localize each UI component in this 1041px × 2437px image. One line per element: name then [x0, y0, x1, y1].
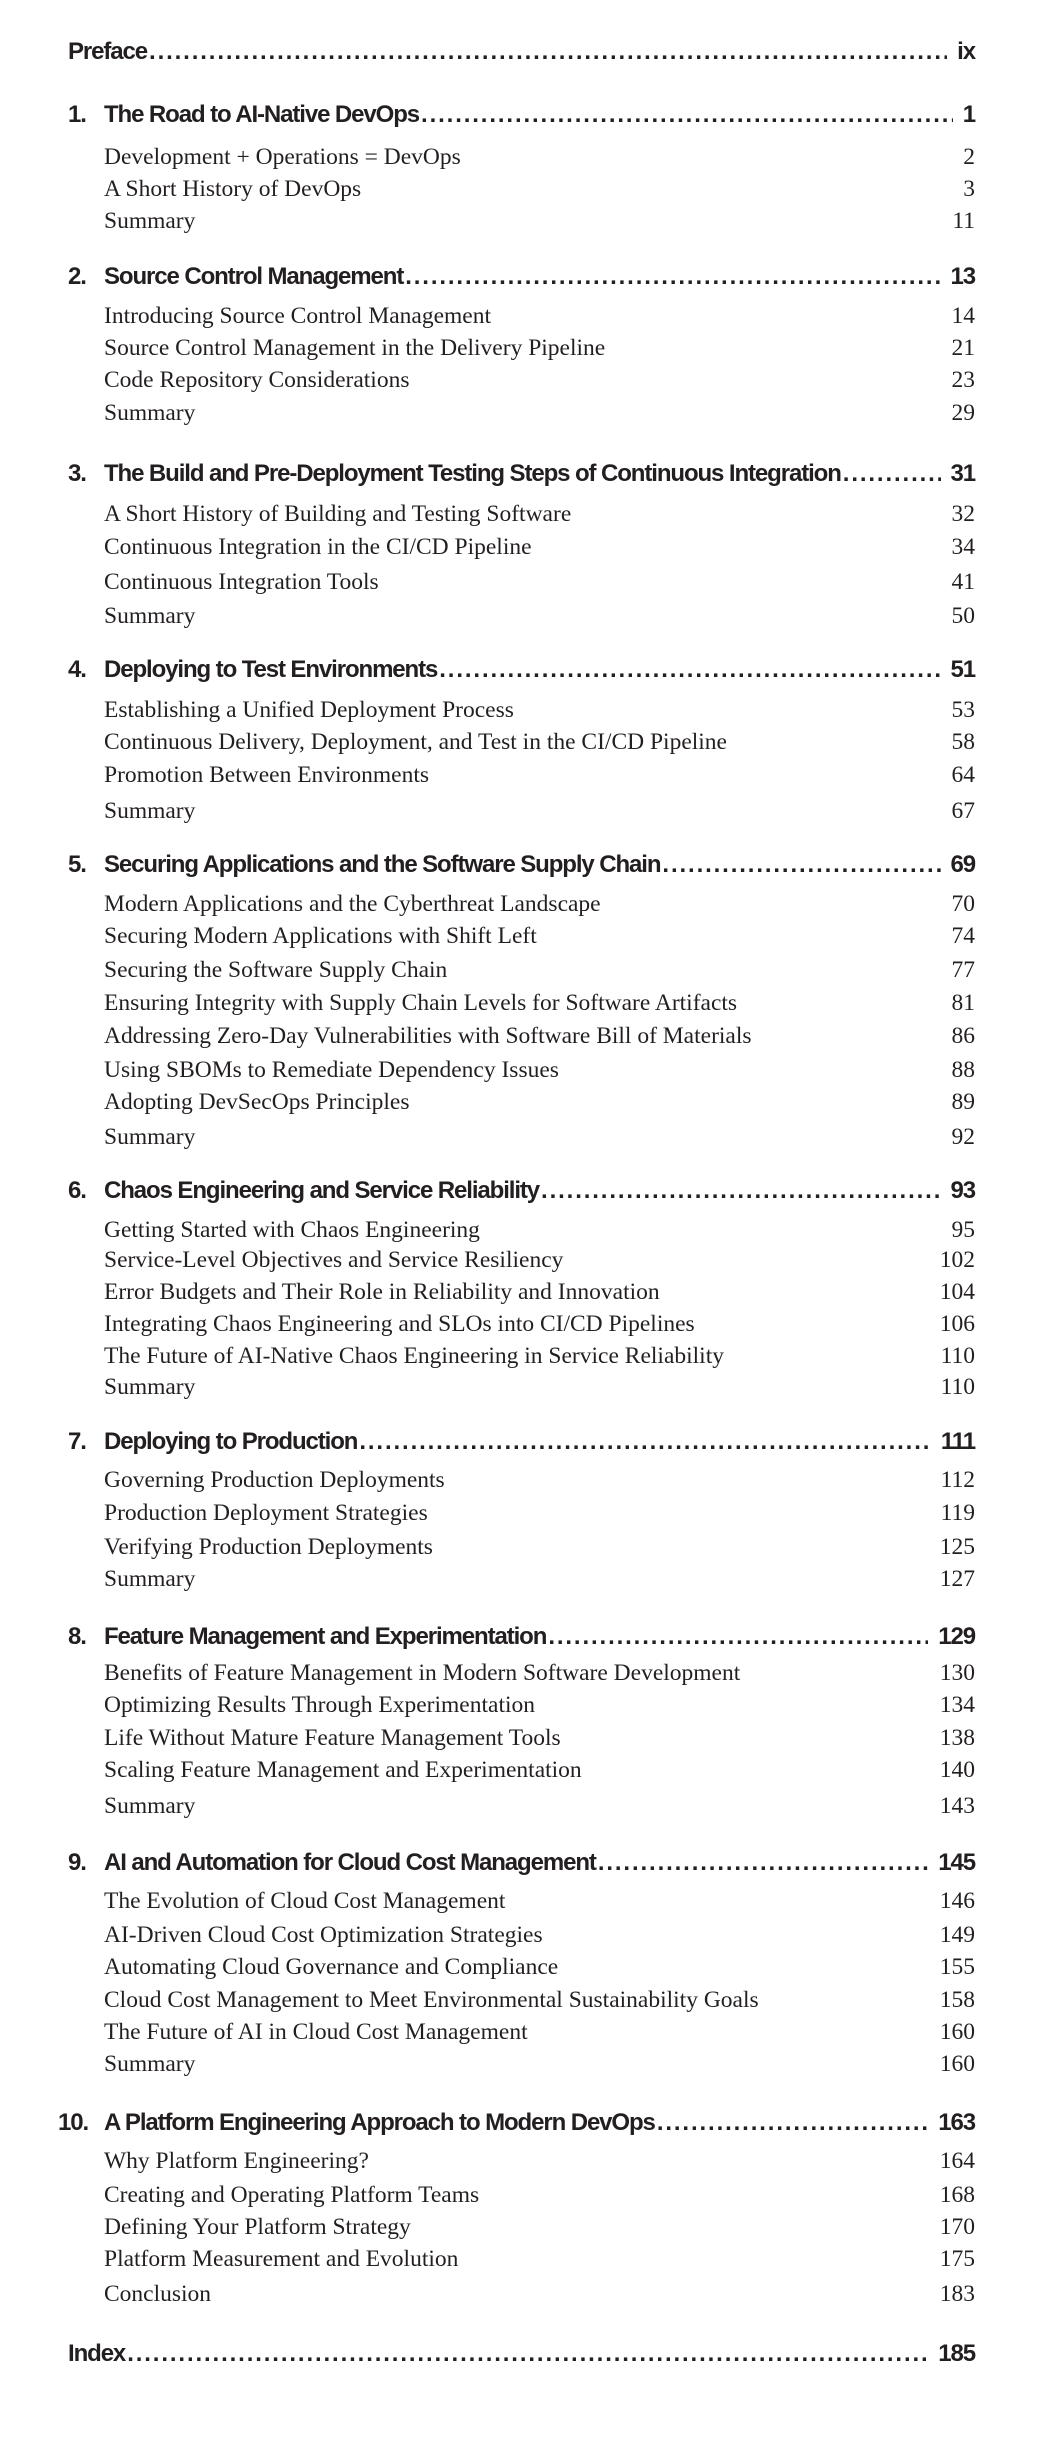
section-title[interactable]: Verifying Production Deployments — [104, 1534, 433, 1560]
entry-page-number[interactable]: 163 — [938, 2109, 975, 2136]
section-entry[interactable] — [0, 2182, 1041, 2212]
section-title[interactable]: A Short History of Building and Testing Software — [104, 501, 572, 527]
section-entry[interactable] — [0, 1725, 1041, 1755]
section-page-number[interactable]: 149 — [939, 1922, 975, 1948]
section-title[interactable]: Summary — [104, 208, 196, 234]
section-title[interactable]: Summary — [104, 400, 196, 426]
entry-title[interactable]: Feature Management and Experimentation — [104, 1623, 547, 1650]
section-entry[interactable] — [0, 1888, 1041, 1918]
section-title[interactable]: Summary — [104, 798, 196, 824]
section-title[interactable]: Scaling Feature Management and Experimentation — [104, 1757, 582, 1783]
section-page-number[interactable]: 14 — [951, 303, 975, 329]
chapter-number: 8. — [68, 1623, 86, 1650]
section-entry[interactable] — [0, 1534, 1041, 1564]
section-entry[interactable] — [0, 335, 1041, 365]
chapter-number: 10. — [58, 2109, 89, 2136]
section-entry[interactable] — [0, 798, 1041, 828]
section-title[interactable]: Cloud Cost Management to Meet Environmental Sustainability Goals — [104, 1987, 759, 2013]
section-title[interactable]: Production Deployment Strategies — [104, 1500, 428, 1526]
section-entry[interactable] — [0, 1279, 1041, 1309]
section-page-number[interactable]: 23 — [951, 367, 975, 393]
section-title[interactable]: Source Control Management in the Delivery Pipeline — [104, 335, 606, 361]
section-title[interactable]: Modern Applications and the Cyberthreat Landscape — [104, 891, 601, 917]
section-title[interactable]: A Short History of DevOps — [104, 176, 362, 202]
chapter-9-entry[interactable] — [0, 1849, 1041, 1883]
section-page-number[interactable]: 34 — [951, 534, 975, 560]
section-entry[interactable] — [0, 1500, 1041, 1530]
section-page-number[interactable]: 88 — [951, 1057, 975, 1083]
entry-page-number[interactable]: 31 — [950, 460, 975, 487]
section-title[interactable]: Conclusion — [104, 2281, 212, 2307]
section-page-number[interactable]: 67 — [951, 798, 975, 824]
section-title[interactable]: Optimizing Results Through Experimentation — [104, 1692, 535, 1718]
section-page-number[interactable]: 106 — [939, 1311, 975, 1337]
entry-title[interactable]: AI and Automation for Cloud Cost Management — [104, 1849, 596, 1876]
entry-title[interactable]: Source Control Management — [104, 263, 404, 290]
section-entry[interactable] — [0, 367, 1041, 397]
entry-title[interactable]: The Road to AI-Native DevOps — [104, 101, 420, 128]
section-page-number[interactable]: 86 — [951, 1023, 975, 1049]
section-title[interactable]: Creating and Operating Platform Teams — [104, 2182, 480, 2208]
chapter-number: 4. — [68, 656, 86, 683]
section-page-number[interactable]: 138 — [939, 1725, 975, 1751]
section-entry[interactable] — [0, 2281, 1041, 2311]
chapter-7-entry[interactable] — [0, 1428, 1041, 1462]
entry-page-number[interactable]: 185 — [938, 2340, 975, 2367]
entry-page-number[interactable]: 51 — [950, 656, 975, 683]
section-page-number[interactable]: 112 — [940, 1467, 975, 1493]
section-page-number[interactable]: 170 — [939, 2214, 975, 2240]
section-entry[interactable] — [0, 2019, 1041, 2049]
section-entry[interactable] — [0, 1023, 1041, 1053]
entry-page-number[interactable]: ix — [957, 38, 975, 65]
chapter-number: 3. — [68, 460, 86, 487]
section-title[interactable]: Summary — [104, 603, 196, 629]
section-page-number[interactable]: 160 — [939, 2051, 975, 2077]
section-page-number[interactable]: 134 — [939, 1692, 975, 1718]
entry-title[interactable]: Deploying to Production — [104, 1428, 358, 1455]
dot-leader — [841, 460, 941, 488]
section-page-number[interactable]: 89 — [951, 1089, 975, 1115]
entry-title[interactable]: Preface — [68, 38, 148, 65]
section-page-number[interactable]: 158 — [939, 1987, 975, 2013]
section-entry[interactable] — [0, 2214, 1041, 2244]
section-title[interactable]: Summary — [104, 1124, 196, 1150]
chapter-number: 5. — [68, 851, 86, 878]
entry-page-number[interactable]: 13 — [950, 263, 975, 290]
section-page-number[interactable]: 164 — [939, 2148, 975, 2174]
section-entry[interactable] — [0, 2051, 1041, 2081]
section-page-number[interactable]: 95 — [951, 1217, 975, 1243]
chapter-2-entry[interactable] — [0, 263, 1041, 297]
section-entry[interactable] — [0, 2148, 1041, 2178]
section-page-number[interactable]: 21 — [951, 335, 975, 361]
section-entry[interactable] — [0, 1793, 1041, 1823]
section-title[interactable]: Continuous Delivery, Deployment, and Test in the CI/CD Pipeline — [104, 729, 727, 755]
chapter-4-entry[interactable] — [0, 656, 1041, 690]
section-entry[interactable] — [0, 400, 1041, 430]
section-entry[interactable] — [0, 1374, 1041, 1404]
index-entry[interactable] — [0, 2340, 1041, 2374]
section-page-number[interactable]: 168 — [939, 2182, 975, 2208]
dot-leader — [437, 656, 940, 684]
chapter-6-entry[interactable] — [0, 1177, 1041, 1211]
entry-page-number[interactable]: 1 — [962, 101, 975, 128]
entry-page-number[interactable]: 111 — [940, 1428, 975, 1455]
section-page-number[interactable]: 125 — [939, 1534, 975, 1560]
section-title[interactable]: Automating Cloud Governance and Compliance — [104, 1954, 559, 1980]
section-entry[interactable] — [0, 1954, 1041, 1984]
section-page-number[interactable]: 140 — [939, 1757, 975, 1783]
section-title[interactable]: Development + Operations = DevOps — [104, 144, 461, 170]
section-entry[interactable] — [0, 1311, 1041, 1341]
section-title[interactable]: Getting Started with Chaos Engineering — [104, 1217, 480, 1243]
section-title[interactable]: Securing the Software Supply Chain — [104, 957, 448, 983]
section-title[interactable]: AI-Driven Cloud Cost Optimization Strategies — [104, 1922, 543, 1948]
section-page-number[interactable]: 110 — [940, 1343, 975, 1369]
section-page-number[interactable]: 77 — [951, 957, 975, 983]
section-page-number[interactable]: 146 — [939, 1888, 975, 1914]
dot-leader — [660, 851, 940, 879]
section-page-number[interactable]: 160 — [939, 2019, 975, 2045]
section-entry[interactable] — [0, 1660, 1041, 1690]
section-entry[interactable] — [0, 1343, 1041, 1373]
chapter-number: 7. — [68, 1428, 86, 1455]
section-title[interactable]: The Future of AI-Native Chaos Engineering in Service Reliability — [104, 1343, 724, 1369]
entry-title[interactable]: Securing Applications and the Software Supply Chain — [104, 851, 661, 878]
section-title[interactable]: Governing Production Deployments — [104, 1467, 445, 1493]
section-entry[interactable] — [0, 1247, 1041, 1277]
section-entry[interactable] — [0, 176, 1041, 206]
section-title[interactable]: The Evolution of Cloud Cost Management — [104, 1888, 506, 1914]
section-title[interactable]: Securing Modern Applications with Shift Left — [104, 923, 537, 949]
dot-leader — [419, 101, 953, 129]
entry-title[interactable]: Deploying to Test Environments — [104, 656, 438, 683]
section-page-number[interactable]: 104 — [939, 1279, 975, 1305]
dot-leader — [147, 38, 947, 66]
section-entry[interactable] — [0, 1467, 1041, 1497]
section-page-number[interactable]: 110 — [940, 1374, 975, 1400]
section-entry[interactable] — [0, 1217, 1041, 1247]
entry-page-number[interactable]: 145 — [938, 1849, 975, 1876]
chapter-10-entry[interactable] — [0, 2109, 1041, 2143]
entry-title[interactable]: Index — [68, 2340, 126, 2367]
chapter-1-entry[interactable] — [0, 101, 1041, 135]
chapter-5-entry[interactable] — [0, 851, 1041, 885]
section-title[interactable]: Addressing Zero-Day Vulnerabilities with Software Bill of Materials — [104, 1023, 752, 1049]
section-entry[interactable] — [0, 1692, 1041, 1722]
section-entry[interactable] — [0, 1757, 1041, 1787]
section-page-number[interactable]: 74 — [951, 923, 975, 949]
chapter-number: 2. — [68, 263, 86, 290]
dot-leader — [125, 2340, 928, 2368]
section-entry[interactable] — [0, 762, 1041, 792]
section-title[interactable]: Why Platform Engineering? — [104, 2148, 369, 2174]
section-entry[interactable] — [0, 957, 1041, 987]
section-entry[interactable] — [0, 1566, 1041, 1596]
section-entry[interactable] — [0, 1089, 1041, 1119]
section-entry[interactable] — [0, 501, 1041, 531]
section-title[interactable]: Ensuring Integrity with Supply Chain Levels for Software Artifacts — [104, 990, 738, 1016]
chapter-number: 9. — [68, 1849, 86, 1876]
section-title[interactable]: Establishing a Unified Deployment Process — [104, 697, 514, 723]
section-page-number[interactable]: 81 — [951, 990, 975, 1016]
chapter-number: 6. — [68, 1177, 86, 1204]
section-title[interactable]: Code Repository Considerations — [104, 367, 410, 393]
section-title[interactable]: Using SBOMs to Remediate Dependency Issues — [104, 1057, 559, 1083]
section-title[interactable]: Benefits of Feature Management in Modern Software Development — [104, 1660, 741, 1686]
dot-leader — [403, 263, 940, 291]
section-page-number[interactable]: 41 — [951, 569, 975, 595]
entry-title[interactable]: A Platform Engineering Approach to Modern DevOps — [104, 2109, 655, 2136]
section-page-number[interactable]: 102 — [939, 1247, 975, 1273]
section-title[interactable]: Life Without Mature Feature Management Tools — [104, 1725, 561, 1751]
section-title[interactable]: Summary — [104, 1374, 196, 1400]
section-title[interactable]: Introducing Source Control Management — [104, 303, 492, 329]
preface-entry[interactable] — [0, 38, 1041, 72]
section-entry[interactable] — [0, 603, 1041, 633]
entry-page-number[interactable]: 69 — [950, 851, 975, 878]
section-entry[interactable] — [0, 208, 1041, 238]
section-page-number[interactable]: 70 — [951, 891, 975, 917]
dot-leader — [596, 1849, 928, 1877]
section-entry[interactable] — [0, 1987, 1041, 2017]
section-page-number[interactable]: 3 — [963, 176, 975, 202]
section-page-number[interactable]: 143 — [939, 1793, 975, 1819]
section-entry[interactable] — [0, 1057, 1041, 1087]
section-entry[interactable] — [0, 144, 1041, 174]
section-title[interactable]: Service-Level Objectives and Service Resiliency — [104, 1247, 564, 1273]
section-title[interactable]: Promotion Between Environments — [104, 762, 430, 788]
section-page-number[interactable]: 64 — [951, 762, 975, 788]
section-page-number[interactable]: 58 — [951, 729, 975, 755]
entry-page-number[interactable]: 129 — [938, 1623, 975, 1650]
section-entry[interactable] — [0, 729, 1041, 759]
section-page-number[interactable]: 130 — [939, 1660, 975, 1686]
section-page-number[interactable]: 92 — [951, 1124, 975, 1150]
chapter-number: 1. — [68, 101, 86, 128]
section-entry[interactable] — [0, 569, 1041, 599]
dot-leader — [655, 2109, 928, 2137]
section-title[interactable]: Defining Your Platform Strategy — [104, 2214, 411, 2240]
entry-title[interactable]: Chaos Engineering and Service Reliability — [104, 1177, 540, 1204]
section-entry[interactable] — [0, 891, 1041, 921]
section-entry[interactable] — [0, 1124, 1041, 1154]
chapter-8-entry[interactable] — [0, 1623, 1041, 1657]
section-title[interactable]: The Future of AI in Cloud Cost Management — [104, 2019, 528, 2045]
section-title[interactable]: Platform Measurement and Evolution — [104, 2246, 459, 2272]
section-page-number[interactable]: 2 — [963, 144, 975, 170]
section-entry[interactable] — [0, 697, 1041, 727]
section-entry[interactable] — [0, 303, 1041, 333]
section-title[interactable]: Adopting DevSecOps Principles — [104, 1089, 410, 1115]
dot-leader — [357, 1428, 931, 1456]
section-title[interactable]: Error Budgets and Their Role in Reliability and Innovation — [104, 1279, 660, 1305]
section-page-number[interactable]: 50 — [951, 603, 975, 629]
section-page-number[interactable]: 53 — [951, 697, 975, 723]
section-title[interactable]: Continuous Integration Tools — [104, 569, 379, 595]
section-entry[interactable] — [0, 2246, 1041, 2276]
section-page-number[interactable]: 29 — [951, 400, 975, 426]
section-entry[interactable] — [0, 534, 1041, 564]
section-title[interactable]: Summary — [104, 1793, 196, 1819]
section-title[interactable]: Continuous Integration in the CI/CD Pipeline — [104, 534, 532, 560]
entry-page-number[interactable]: 93 — [950, 1177, 975, 1204]
dot-leader — [546, 1623, 928, 1651]
entry-title[interactable]: The Build and Pre-Deployment Testing Steps of Continuous Integration — [104, 460, 841, 487]
section-page-number[interactable]: 175 — [939, 2246, 975, 2272]
section-page-number[interactable]: 119 — [940, 1500, 975, 1526]
section-page-number[interactable]: 183 — [939, 2281, 975, 2307]
section-page-number[interactable]: 11 — [952, 208, 975, 234]
chapter-3-entry[interactable] — [0, 460, 1041, 494]
section-page-number[interactable]: 32 — [951, 501, 975, 527]
section-title[interactable]: Summary — [104, 1566, 196, 1592]
section-entry[interactable] — [0, 1922, 1041, 1952]
dot-leader — [539, 1177, 940, 1205]
section-page-number[interactable]: 127 — [939, 1566, 975, 1592]
section-title[interactable]: Summary — [104, 2051, 196, 2077]
section-entry[interactable] — [0, 923, 1041, 953]
section-page-number[interactable]: 155 — [939, 1954, 975, 1980]
section-entry[interactable] — [0, 990, 1041, 1020]
section-title[interactable]: Integrating Chaos Engineering and SLOs into CI/CD Pipelines — [104, 1311, 695, 1337]
